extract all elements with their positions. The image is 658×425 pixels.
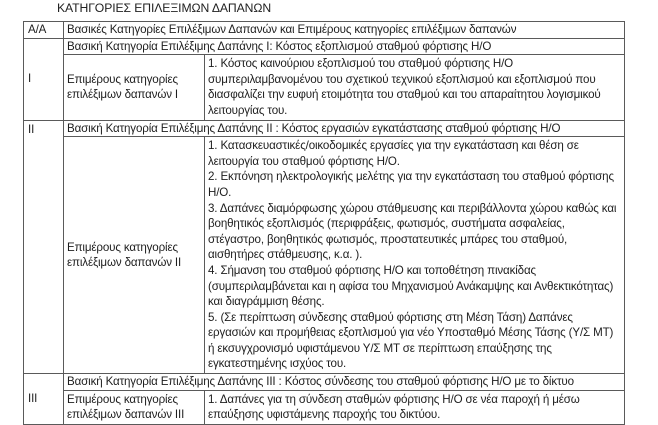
category-main-row (24, 374, 625, 391)
category-sub-row (24, 55, 625, 120)
category-main-title: Βασική Κατηγορία Επιλέξιμης Δαπάνης Ι: Κόστος εξοπλισμού σταθμού φόρτισης Η/Ο (64, 38, 625, 55)
category-sub-row (24, 390, 625, 424)
list-item: 4. Σήμανση του σταθμού φόρτισης Η/Ο και τοποθέτηση πινακίδας (συμπεριλαμβάνεται και η αφίσα του Μηχανισμού Ανάκαμψης και Ανθεκτικότητας) και διαγράμμιση θέσης. (208, 263, 614, 309)
list-item: 1. Κόστος καινούριου εξοπλισμού του σταθμού φόρτισης Η/Ο συμπεριλαμβανομένου του σχετικού τεχνικού εξοπλισμού και εξοπλισμού που διασφαλίζει την ευφυή ετοιμότητα του σταθμού και του απαραίτητου λογισμικού λειτουργίας του. (208, 57, 601, 117)
sub-category-items (205, 55, 625, 120)
category-number: ΙΙΙ (24, 374, 64, 425)
sub-category-items (205, 137, 625, 374)
header-description: Βασικές Κατηγορίες Επιλέξιμων Δαπανών και Επιμέρους κατηγορίες επιλέξιμων δαπανών (64, 22, 625, 39)
category-number: ΙΙ (24, 120, 64, 374)
category-main-row (24, 120, 625, 137)
sub-category-items (205, 390, 625, 424)
category-number: Ι (24, 38, 64, 120)
header-aa: Α/Α (24, 22, 64, 39)
category-main-title: Βασική Κατηγορία Επιλέξιμης Δαπάνης ΙΙ : Κόστος εργασιών εγκατάστασης σταθμού φόρτισης Η/Ο (64, 120, 625, 137)
sub-category-label: Επιμέρους κατηγορίες επιλέξιμων δαπανών Ι (64, 55, 205, 120)
sub-category-label: Επιμέρους κατηγορίες επιλέξιμων δαπανών ΙΙ (64, 137, 205, 374)
eligible-costs-table (23, 21, 625, 425)
list-item: 1. Δαπάνες για τη σύνδεση σταθμών φόρτισης Η/Ο σε νέα παροχή ή μέσω επαύξησης υφιστάμενης παροχής του δικτύου. (208, 392, 580, 422)
category-sub-row (24, 137, 625, 374)
list-item: 5. (Σε περίπτωση σύνδεσης σταθμού φόρτισης στη Μέση Τάση) Δαπάνες εργασιών και προμήθειας εξοπλισμού για νέο Υποσταθμό Μέσης Τάσης (Υ/Σ ΜΤ) ή εκσυγχρονισμό υφιστάμενου Υ/Σ ΜΤ σε περίπτωση επαύξησης της εγκατεστημένης ισχύος του. (208, 310, 614, 371)
sub-category-label: Επιμέρους κατηγορίες επιλέξιμων δαπανών ΙΙΙ (64, 390, 205, 424)
category-main-row (24, 38, 625, 55)
list-item: 2. Εκπόνηση ηλεκτρολογικής μελέτης για την εγκατάσταση του σταθμού φόρτισης Η/Ο. (208, 170, 614, 199)
list-item: 3. Δαπάνες διαμόρφωσης χώρου στάθμευσης και περιβάλλοντα χώρου καθώς και βοηθητικός εξοπλισμός (περιφράξεις, φωτισμός, συστήματα ασφαλείας, στέγαστρο, βοηθητικός φωτισμός, προστατευτικές μπάρες του σταθμού, αισθητήρες στάθμευσης, κ.α. ). (208, 201, 617, 262)
category-main-title: Βασική Κατηγορία Επιλέξιμης Δαπάνης ΙΙΙ : Κόστος σύνδεσης του σταθμού φόρτισης Η/Ο με το δίκτυο (64, 374, 625, 391)
document-title: ΚΑΤΗΓΟΡΙΕΣ ΕΠΙΛΕΞΙΜΩΝ ΔΑΠΑΝΩΝ (57, 1, 272, 15)
table-header-row (24, 22, 625, 39)
list-item: 1. Κατασκευαστικές/οικοδομικές εργασίες για την εγκατάσταση και θέση σε λειτουργία του σταθμού φόρτισης Η/Ο. (208, 139, 579, 168)
